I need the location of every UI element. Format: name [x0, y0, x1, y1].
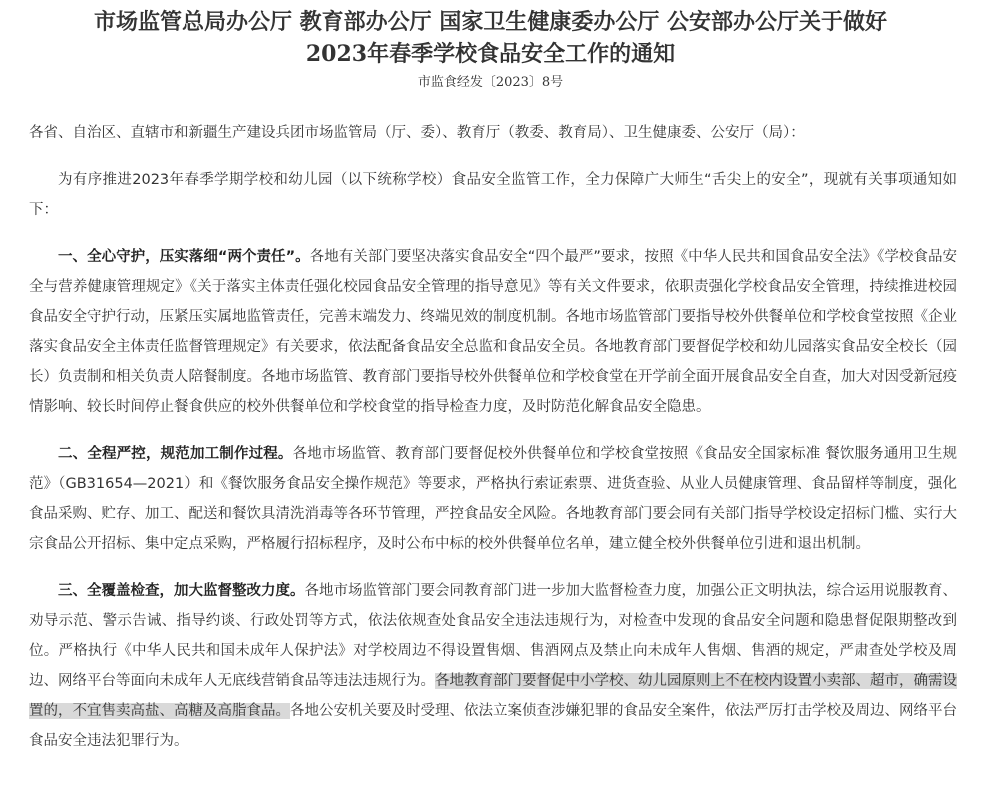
document-title [0, 0, 981, 70]
section-1-body: 各地有关部门要坚决落实食品安全“四个最严”要求，按照《中华人民共和国食品安全法》《学校食品安全与营养健康管理规定》《关于落实主体责任强化校园食品安全管理的指导意见》等有关文件要求，依职责强化学校食品安全管理，持续推进校园食品安全守护行动，压紧压实属地监管责任，完善末端发力、终端见效的制度机制。各地市场监管部门要指导校外供餐单位和学校食堂按照《企业落实食品安全主体责任监督管理规定》有关要求，依法配备食品安全总监和食品安全员。各地教育部门要督促学校和幼儿园落实食品安全校长（园长）负责制和相关负责人陪餐制度。各地市场监管、教育部门要指导校外供餐单位和学校食堂在开学前全面开展食品安全自查，加大对因受新冠疫情影响、较长时间停止餐食供应的校外供餐单位和学校食堂的指导检查力度，及时防范化解食品安全隐患。 [29, 249, 957, 415]
title-line-2: 2023年春季学校食品安全工作的通知 [305, 41, 676, 67]
section-3-body: 各地市场监管部门要会同教育部门进一步加大监督检查力度，加强公正文明执法，综合运用说服教育、劝导示范、警示告诫、指导约谈、行政处罚等方式，依法依规查处食品安全违法违规行为，对检查中发现的食品安全问题和隐患督促限期整改到位。严格执行《中华人民共和国未成年人保护法》对学校周边不得设置售烟、售酒网点及禁止向未成年人售烟、售酒的规定，严肃查处学校及周边、网络平台等面向未成年人无底线营销食品等违法违规行为。 [29, 583, 957, 689]
title-line-1: 市场监管总局办公厅 教育部办公厅 国家卫生健康委办公厅 公安部办公厅关于做好 [94, 9, 887, 35]
section-3-after: 各地公安机关要及时受理、依法立案侦查涉嫌犯罪的食品安全案件，依法严厉打击学校及周边、网络平台食品安全违法犯罪行为。 [29, 703, 957, 749]
addressee: 各省、自治区、直辖市和新疆生产建设兵团市场监管局（厅、委）、教育厅（教委、教育局）、卫生健康委、公安厅（局）： [29, 125, 805, 141]
document-number: 市监食经发〔2023〕8号 [417, 75, 564, 90]
text-selection-highlight[interactable]: 各地教育部门要督促中小学校、幼儿园原则上不在校内设置小卖部、超市，确需设置的，不宜售卖高盐、高糖及高脂食品。 [29, 673, 957, 719]
section-2-body: 各地市场监管、教育部门要督促校外供餐单位和学校食堂按照《食品安全国家标准 餐饮服务通用卫生规范》（GB31654—2021）和《餐饮服务食品安全操作规范》等要求，严格执行索证索票、进货查验、从业人员健康管理、食品留样等制度，强化食品采购、贮存、加工、配送和餐饮具清洗消毒等各环节管理，严控食品安全风险。各地教育部门要会同有关部门指导学校设定招标门槛、实行大宗食品公开招标、集中定点采购，严格履行招标程序，及时公布中标的校外供餐单位名单，建立健全校外供餐单位引进和退出机制。 [29, 446, 957, 552]
document-body [29, 118, 957, 773]
section-2-paragraph [29, 439, 957, 559]
section-1-paragraph [29, 242, 957, 422]
section-2-heading: 二、全程严控，规范加工制作过程。 [58, 446, 293, 462]
section-3-paragraph [29, 576, 957, 756]
section-3-heading: 三、全覆盖检查，加大监督整改力度。 [58, 583, 305, 599]
intro-paragraph: 为有序推进2023年春季学期学校和幼儿园（以下统称学校）食品安全监管工作，全力保障广大师生“舌尖上的安全”，现就有关事项通知如下： [29, 172, 957, 218]
section-1-heading: 一、全心守护，压实落细“两个责任”。 [58, 249, 310, 265]
